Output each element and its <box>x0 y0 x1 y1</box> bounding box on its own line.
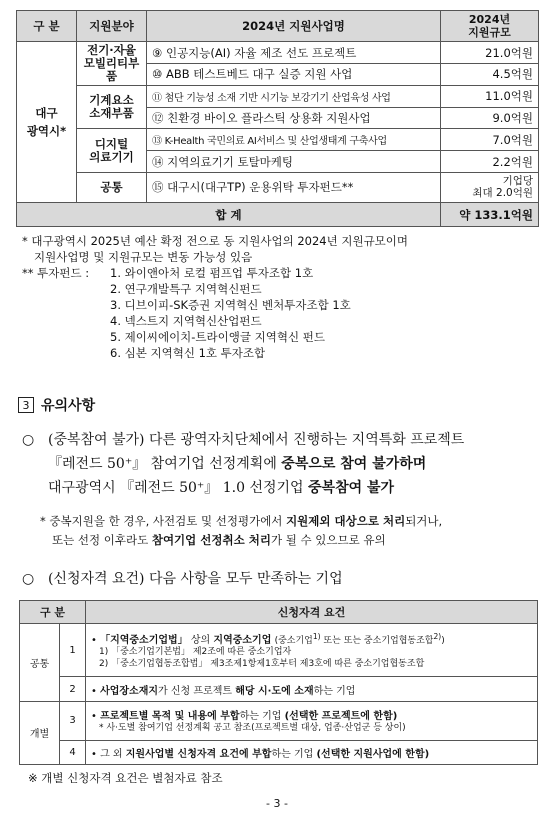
total-label: 합 계 <box>17 203 441 227</box>
program-row: ⑬ K-Health 국민의료 AI서비스 및 산업생태계 구축사업 <box>147 129 441 151</box>
program-row: ⑪ 첨단 기능성 소재 기반 시기능 보강기기 산업육성 사업 <box>147 85 441 107</box>
table-notes <box>22 233 542 361</box>
req-sub: * 사·도별 참여기업 선정계획 공고 참조(프로젝트별 대상, 업종·산업군 등 상이) <box>99 723 406 734</box>
bullet: ○ <box>22 432 35 448</box>
req-emphasis: (선택한 지원사업에 한함) <box>316 748 430 760</box>
note-emphasis: 지원제외 대상으로 처리 <box>286 514 406 528</box>
section-number: 3 <box>18 397 34 413</box>
amount-cell: 11.0억원 <box>441 85 539 107</box>
t2-header-requirement: 신청자격 요건 <box>86 601 538 624</box>
program-row: ⑭ 지역의료기기 토탈마케팅 <box>147 151 441 173</box>
req-text: (중소기업 <box>274 635 313 646</box>
fund-item: 1. 와이앤아처 로컬 펌프업 투자조합 1호 <box>110 266 314 280</box>
req-text: 하는 기업 <box>239 711 282 723</box>
req-emphasis: 프로젝트별 목적 및 내용에 부합 <box>100 711 240 723</box>
header-category: 구 분 <box>17 11 77 42</box>
fund-item: 3. 디브이피-SK증권 지역혁신 벤처투자조합 1호 <box>110 298 351 312</box>
note-text: 또는 선정 이후라도 <box>52 533 149 547</box>
dup-text: 다른 광역자치단체에서 진행하는 지역특화 프로젝트 <box>148 432 465 448</box>
note-text: * 중복지원을 한 경우, 사전검토 및 선정평가에서 <box>40 514 283 528</box>
req-sub: 2) 「중소기업협동조합법」 제3조제1항제1호부터 제3호에 따른 중소기업협동조합 <box>99 658 425 669</box>
dup-label: (중복참여 불가) <box>48 432 145 448</box>
req-text: 가 신청 프로젝트 <box>158 685 233 697</box>
fund-list <box>110 265 351 361</box>
note-star1b: 지원사업명 및 지원규모는 변동 가능성 있음 <box>34 250 253 264</box>
elig-label: (신청자격 요건) <box>48 571 145 587</box>
field-common: 공통 <box>77 172 147 202</box>
elig-text: 다음 사항을 모두 만족하는 기업 <box>148 571 343 587</box>
dup-emphasis: 중복으로 참여 불가 <box>281 456 400 472</box>
t2-header-category: 구 분 <box>20 601 86 624</box>
req-emphasis: 해당 시·도에 소재 <box>235 685 314 697</box>
amount-cell: 21.0억원 <box>441 42 539 64</box>
header-scale: 2024년 지원규모 <box>441 11 539 42</box>
req-emphasis: 지원사업별 신청자격 요건에 부합 <box>125 748 272 760</box>
dup-text: 대구광역시 『레전드 50⁺』 1.0 선정기업 <box>48 480 304 496</box>
duplicate-note <box>40 512 540 550</box>
row-number: 3 <box>60 701 86 740</box>
duplicate-paragraph <box>22 428 542 500</box>
eligibility-table <box>19 600 538 765</box>
note-text: 가 될 수 있으므로 유의 <box>270 533 386 547</box>
field-machinery: 기계요소 소재부품 <box>77 85 147 129</box>
note-emphasis: 참여기업 선정취소 처리 <box>151 533 271 547</box>
field-mobility: 전기·자율 모빌리티부품 <box>77 42 147 86</box>
amount-cell: 9.0억원 <box>441 107 539 129</box>
req-text: 또는 중소기업협동조합 <box>343 635 434 646</box>
section-title: 유의사항 <box>41 398 96 414</box>
field-medical: 디지털 의료기기 <box>77 129 147 173</box>
eligibility-heading <box>22 567 542 591</box>
header-program: 2024년 지원사업명 <box>147 11 441 42</box>
row-number: 1 <box>60 624 86 677</box>
footnote: ※ 개별 신청자격 요건은 별첨자료 참조 <box>28 771 223 785</box>
individual-label: 개별 <box>20 701 60 764</box>
req-text: 하는 기업 <box>271 748 314 760</box>
program-row: ⑨ 인공지능(AI) 자율 제조 선도 프로젝트 <box>147 42 441 64</box>
amount-cell: 7.0억원 <box>441 129 539 151</box>
fund-item: 4. 넥스트지 지역혁신산업펀드 <box>110 314 262 328</box>
note-text: 되거나, <box>405 514 443 528</box>
req-text: 그 외 <box>100 748 123 760</box>
amount-cell: 기업당 최대 2.0억원 <box>441 172 539 202</box>
dup-text: 『레전드 50⁺』 참여기업 선정계획에 <box>48 456 277 472</box>
total-amount: 약 133.1억원 <box>441 203 539 227</box>
support-program-table <box>16 10 539 227</box>
program-row: ⑩ ABB 테스트베드 대구 실증 지원 사업 <box>147 63 441 85</box>
fund-note <box>22 265 542 361</box>
req-sub: 1) 「중소기업기본법」 제2조에 따른 중소기업자 <box>99 646 292 657</box>
row-number: 2 <box>60 677 86 701</box>
program-row: ⑫ 친환경 바이오 플라스틱 상용화 지원사업 <box>147 107 441 129</box>
section-heading <box>18 395 95 415</box>
fund-item: 6. 심본 지역혁신 1호 투자조합 <box>110 346 266 360</box>
row-number: 4 <box>60 740 86 764</box>
requirement-3: • 프로젝트별 목적 및 내용에 부합하는 기업 (선택한 프로젝트에 한함) * 사·도별 참여기업 선정계획 공고 참조(프로젝트별 대상, 업종·산업군 등 상이) <box>86 701 538 740</box>
region-cell: 대구 광역시* <box>17 42 77 203</box>
requirement-1: • 「지역중소기업법」 상의 지역중소기업 (중소기업$^{1)}$ 또는 또는 중소기업협동조합$^{2)}$) 1) 「중소기업기본법」 제2조에 따른 중소기업자 2) 「중소기업협동조합법」 제3조제1항제1호부터 제3호에 따른 중소기업협동조합 <box>86 624 538 677</box>
requirement-2: • 사업장소재지가 신청 프로젝트 해당 시·도에 소재하는 기업 <box>86 677 538 701</box>
requirement-4: • 그 외 지원사업별 신청자격 요건에 부합하는 기업 (선택한 지원사업에 한함) <box>86 740 538 764</box>
amount-cell: 4.5억원 <box>441 63 539 85</box>
fund-label: ** 투자펀드 : <box>22 266 90 280</box>
fund-item: 5. 제이씨에이치-트라이앵글 지역혁신 펀드 <box>110 330 325 344</box>
req-emphasis: (선택한 프로젝트에 한함) <box>284 711 398 723</box>
header-field: 지원분야 <box>77 11 147 42</box>
common-label: 공통 <box>20 624 60 702</box>
req-emphasis: 「지역중소기업법」 <box>100 634 188 646</box>
note-star1: * 대구광역시 2025년 예산 확정 전으로 동 지원사업의 2024년 지원규모이며 <box>22 234 409 248</box>
req-emphasis: 지역중소기업 <box>213 634 272 646</box>
bullet: ○ <box>22 571 35 587</box>
amount-cell: 2.2억원 <box>441 151 539 173</box>
page-number: - 3 - <box>266 797 288 810</box>
req-emphasis: 사업장소재지 <box>100 685 159 697</box>
req-text: 상의 <box>190 634 211 646</box>
program-row: ⑮ 대구시(대구TP) 운용위탁 투자펀드** <box>147 172 441 202</box>
dup-emphasis: 중복참여 불가 <box>308 480 395 496</box>
req-text: 하는 기업 <box>313 685 356 697</box>
dup-emphasis-suffix: 하며 <box>399 456 427 472</box>
fund-item: 2. 연구개발특구 지역혁신펀드 <box>110 282 262 296</box>
